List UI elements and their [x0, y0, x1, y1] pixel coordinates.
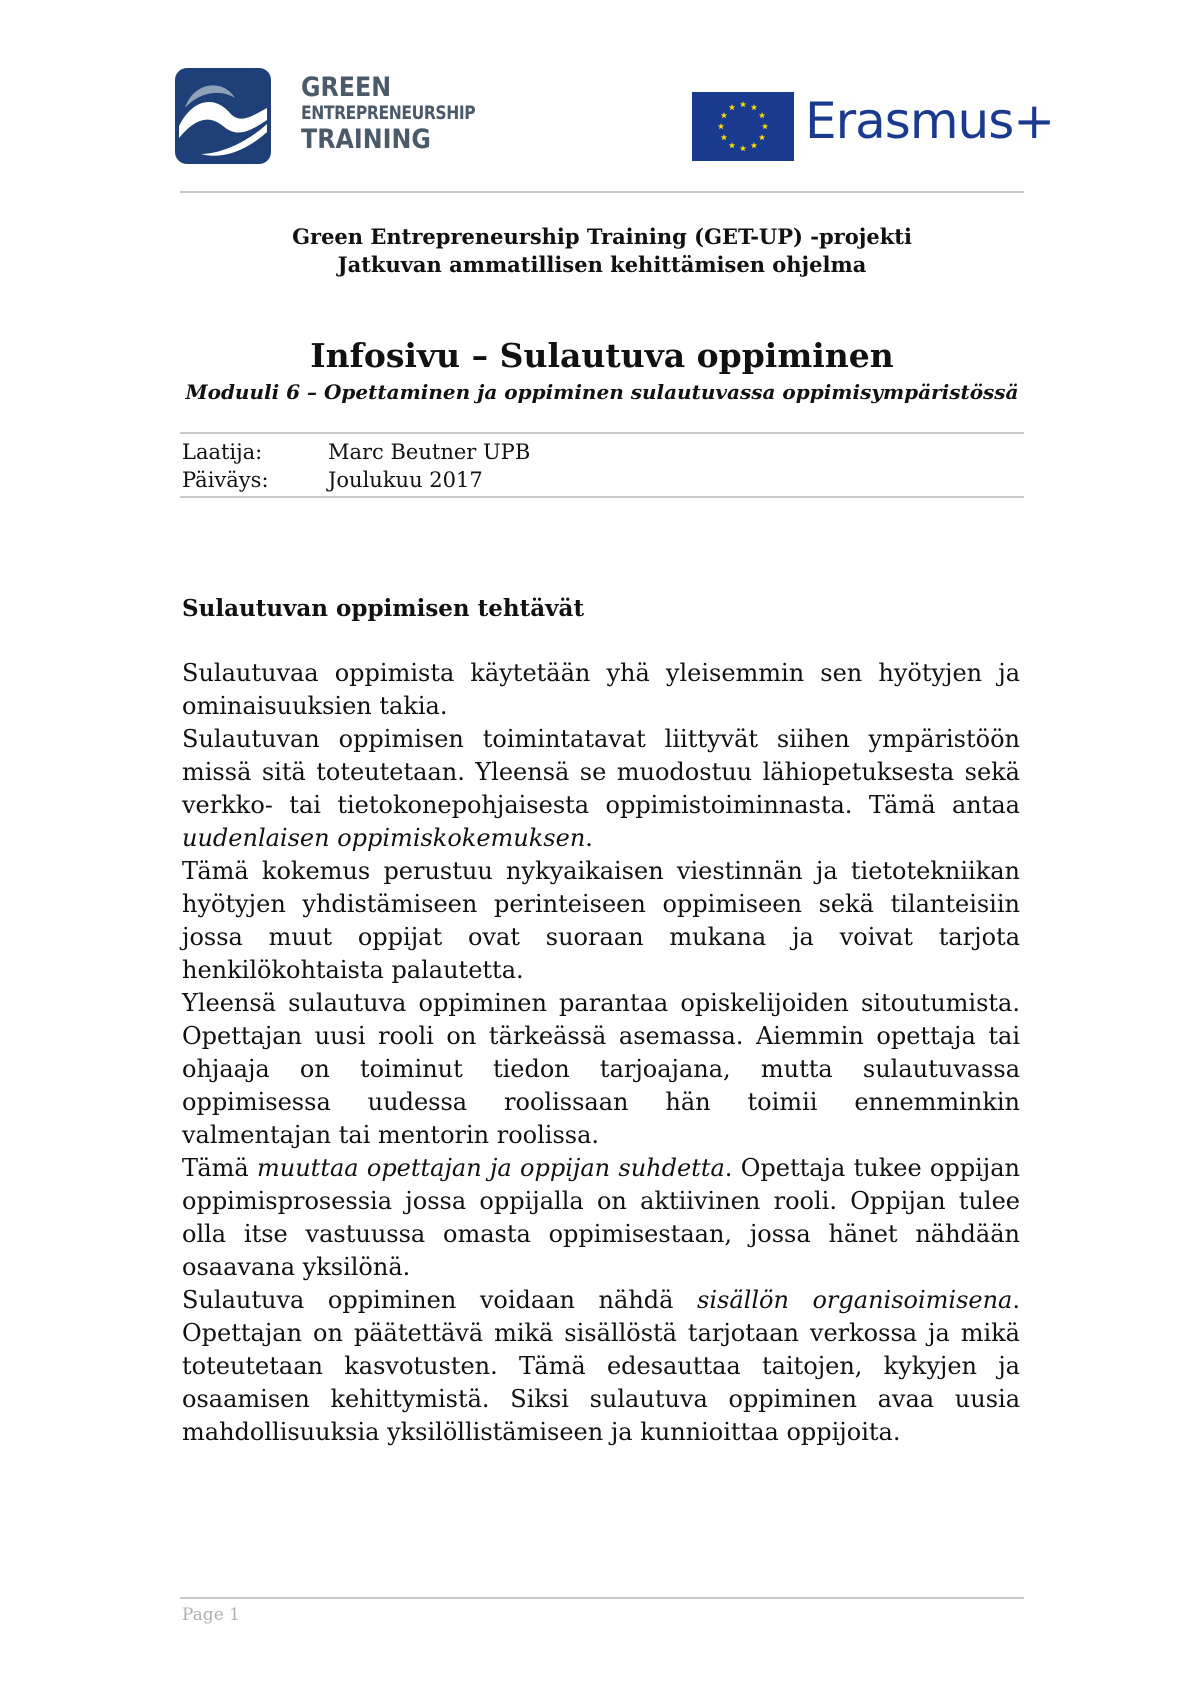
paragraph-text: Sulautuvaa oppimista käytetään yhä yleisemmin sen hyötyjen ja ominaisuuksien takia. [182, 659, 1020, 720]
paragraph-text: Yleensä sulautuva oppiminen parantaa opiskelijoiden sitoutumista. Opettajan uusi rooli on tärkeässä asemassa. Aiemmin opettaja tai ohjaaja on toiminut tiedon tarjoajana, mutta sulautuvassa oppimisessa uudessa roolissaan hän toimii ennemminkin valmentajan tai mentorin roolissa. [182, 989, 1020, 1149]
paragraph [182, 1284, 1020, 1449]
logo-word-green: GREEN [301, 72, 392, 103]
erasmus-plus-wordmark: Erasmus+ [805, 92, 1055, 150]
author-value: Marc Beutner UPB [328, 440, 531, 464]
paragraph-text: . Opettajan on päätettävä mikä sisällöstä tarjotaan verkossa ja mikä toteutetaan kasvotusten. Tämä edesauttaa taitojen, kykyjen ja osaamisen kehittymistä. Siksi sulautuva oppiminen avaa uusia mahdollisuuksia yksilöllistämiseen ja kunnioittaa oppijoita. [182, 1286, 1021, 1446]
meta-bottom-divider [180, 496, 1024, 498]
logo-word-entrepreneurship: ENTREPRENEURSHIP [301, 102, 476, 124]
paragraph [182, 723, 1020, 855]
section-heading: Sulautuvan oppimisen tehtävät [182, 595, 585, 622]
paragraph [182, 855, 1020, 987]
paragraph [182, 1152, 1020, 1284]
page-number: Page 1 [182, 1605, 240, 1625]
emphasis-text: uudenlaisen oppimiskokemuksen [182, 824, 586, 852]
project-name: Green Entrepreneurship Training (GET-UP) -projekti [292, 224, 912, 249]
footer-divider [180, 1597, 1024, 1599]
paragraph-text: Tämä kokemus perustuu nykyaikaisen viestinnän ja tietotekniikan hyötyjen yhdistämiseen perinteiseen oppimiseen sekä tilanteisiin jossa muut oppijat ovat suoraan mukana ja voivat tarjota henkilökohtaista palautetta. [182, 857, 1020, 984]
paragraph-text: . [585, 824, 593, 852]
logo-word-training: TRAINING [301, 124, 431, 155]
date-value: Joulukuu 2017 [328, 468, 483, 492]
erasmus-plus-logo [692, 92, 1055, 164]
date-label: Päiväys: [182, 468, 269, 492]
section-body [182, 657, 1020, 1449]
emphasis-text: sisällön organisoimisena [697, 1286, 1013, 1314]
paragraph [182, 987, 1020, 1152]
meta-top-divider [180, 432, 1024, 434]
paragraph-text: Sulautuvan oppimisen toimintatavat liittyvät siihen ympäristöön missä sitä toteutetaan. Yleensä se muodostuu lähiopetuksesta sekä verkko- tai tietokonepohjaisesta oppimistoiminnasta. Tämä antaa [182, 725, 1020, 819]
green-entrepreneurship-training-logo [175, 64, 485, 164]
paragraph-text: Tämä [182, 1154, 257, 1182]
eu-flag-icon [692, 92, 794, 161]
green-entrepreneurship-emblem-icon [175, 68, 271, 164]
programme-name: Jatkuvan ammatillisen kehittämisen ohjelma [337, 252, 867, 277]
author-label: Laatija: [182, 440, 263, 464]
paragraph-text: Sulautuva oppiminen voidaan nähdä [182, 1286, 698, 1314]
header-divider [180, 191, 1024, 193]
paragraph [182, 657, 1020, 723]
page-subtitle: Moduuli 6 – Opettaminen ja oppiminen sulautuvassa oppimisympäristössä [185, 380, 1019, 404]
page-title: Infosivu – Sulautuva oppiminen [310, 336, 894, 375]
paragraph-text: . Opettaja tukee oppijan oppimisprosessia jossa oppijalla on aktiivinen rooli. Oppijan tulee olla itse vastuussa omasta oppimisestaan, jossa hänet nähdään osaavana yksilönä. [182, 1154, 1020, 1281]
emphasis-text: muuttaa opettajan ja oppijan suhdetta [257, 1154, 725, 1182]
